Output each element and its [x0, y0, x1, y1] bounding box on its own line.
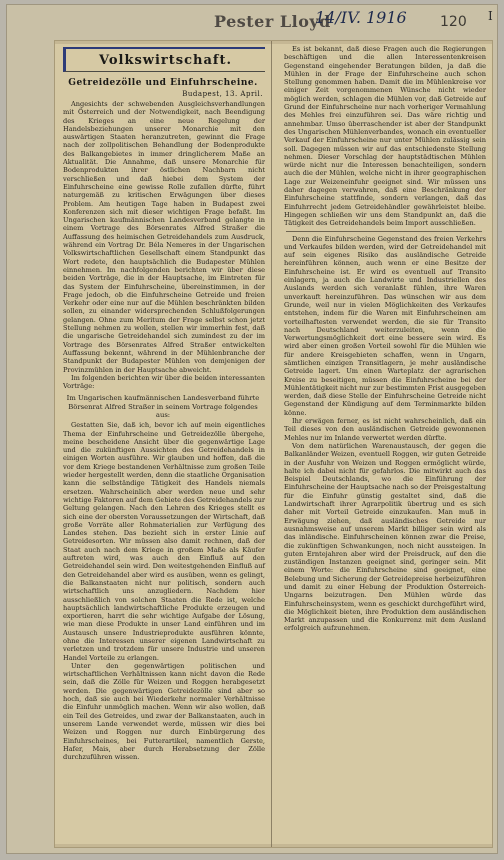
- left-column-text: [63, 100, 265, 390]
- right-column-text-2: [284, 235, 486, 633]
- left-column: [55, 41, 272, 847]
- paragraph: Es ist bekannt, daß diese Fragen auch die Regierungen beschäftigen und die allen Interessentenkreisen Gegenstand eingehender Beratungen bilden, ja daß die Mühlen in der Frage der Einfuhrscheine auch schon Stellung genommen haben. Damit die im Mühlenkreise vor einiger Zeit vorgenommenen Wünsche nicht wieder möglich werden, schlagen die Mühlen vor, daß Getreide auf Grund der Einfuhrscheine nur nach vorheriger Vermahlung des Mehles frei einzuführen sei. Das wäre richtig und annehmbar. Umso überraschender ist aber der Standpunkt des Ungarischen Mühlenverbandes, wonach ein eventueller Verkauf der Einfuhrscheine nur unter Mühlen zulässig sein soll. Dagegen müssen wir auf das entschiedenste Stellung nehmen. Dieser Vorschlag der hauptstädtischen Mühlen würde nicht nur die Interessen benachteiligen, sondern auch die der Mühlen, welche nicht in ihrer geographischen Lage zur Weizeneinfuhr geeignet sind. Wir müssen uns daher dagegen verwahren, daß eine Beschränkung der Einfuhrscheine stattfinde, sondern verlangen, daß das Einfuhrrecht jedem Getreidehändler gewährleistet bleibe. Hingegen schließen wir uns dem Standpunkt an, daß die Tätigkeit des Getreidehandels beim Import ausschließen.: [284, 45, 486, 228]
- archive-sheet: [6, 4, 498, 854]
- paragraph: Unter den gegenwärtigen politischen und wirtschaftlichen Verhältnissen kann nicht davon die Rede sein, daß die Zölle für Weizen und Roggen herabgesetzt werden. Die gegenwärtigen Getreidezölle sind aber so hoch, daß sie auch bei Wiederkehr normaler Verhältnisse die Einfuhr unmöglich machen. Wenn wir also wollen, daß ein Teil des Getreides, und zwar der Balkanstaaten, auch in unserem Lande verwendet werde, müssen wir dies bei Weizen und Roggen nur durch Einbürgerung des Einfuhrscheines, bei Futterartikel, namentlich Gerste, Hafer, Mais, aber durch Herabsetzung der Zölle durchzuführen wissen.: [63, 661, 265, 762]
- divider: [286, 231, 482, 232]
- paragraph: Angesichts der schwebenden Ausgleichsverhandlungen mit Österreich und der Notwendigkeit, nach Beendigung des Krieges an eine neue Regelung der Handelsbeziehungen unserer Monarchie mit den auswärtigen Staaten heranzutreten, gewinnt die Frage nach der zollpolitischen Behandlung der Bodenprodukte des Balkangebietes in immer dringlicherem Maße an Aktualität. Die Annahme, daß unsere Monarchie für Bodenprodukten ihrer östlichen Nachbarn nicht verschließen und daß hiebei dem System der Einfuhrscheine eine gewisse Rolle zufallen dürfte, führt naturgemäß zu kritischen Erwägungen über dieses Problem. Am heutigen Tage haben in Budapest zwei Konferenzen sich mit dieser wichtigen Frage befaßt. Im Ungarischen kaufmännischen Landesverband gelangte in einem Vortrage des Börsenrates Alfred Straßer die Auffassung des heimischen Getreidehandels zum Ausdruck, während ein Vortrag Dr. Béla Nemeres in der Ungarischen Volkswirtschaftlichen Gesellschaft einem Standpunkt das Wort redete, den hauptsächlich die Budapester Mühlen einnehmen. Im nachfolgenden berichten wir über diese beiden Vorträge, die in der Hauptsache, im Eintreten für das System der Einfuhrscheine, übereinstimmen, in der Frage jedoch, ob die Einfuhrscheine Getreide und freien Verkehr oder eine nur auf die Mühlen beschränkten bilden sollen, zu einander widersprechenden Schlußfolgerungen gelangen. Ohne zum Meritum der Frage selbst schon jetzt Stellung nehmen zu wollen, stellen wir immerhin fest, daß die ungarische Getreidehandel sich zumindest zu der im Vortrage des Börsenrates Alfred Straßer entwickelten Auffassung bekennt, während in der Mühlenbranche der Standpunkt der Budapester Mühlen von demjenigen der Provinzmühlen in der Hauptsache abweicht.: [63, 100, 265, 374]
- right-column: [276, 41, 492, 847]
- paragraph: Gestatten Sie, daß ich, bevor ich auf mein eigentliches Thema der Einfuhrscheine und Getreidezölle übergehe, meine bescheidene Ansicht über die gegenwärtige Lage und die zukünftigen Aussichten des Getreidehandels in einigen Worten ausführe. Wir glauben und hoffen, daß die vor dem Kriege bestandenen Verhältnisse zum großen Teile wieder hergestellt werden, denn die staatliche Organisation kann die selbständige Tätigkeit des Handels niemals ersetzen. Wahrscheinlich aber werden neue und sehr wichtige Faktoren auf dem Gebiete des Getreidehandels zur Geltung gelangen. Nach den Lehren des Krieges stellt es sich eine der obersten Voraussetzungen der Wirtschaft, daß große Vorräte aller Rohmaterialien zur Verfügung des Landes stehen. Das bezieht sich in erster Linie auf Getreidesorten. Wir müssen also damit rechnen, daß der Staat auch nach dem Kriege in großem Maße als Käufer auftreten wird, was auch den Einfluß auf den Getreidehandel sein wird. Den weitestgehenden Einfluß auf den Getreidehandel aber wird es ausüben, wenn es gelingt, die Balkanstaaten nicht nur politisch, sondern auch wirtschaftlich uns anzugliedern. Nachdem hier ausschließlich von solchen Staaten die Rede ist, welche hauptsächlich landwirtschaftliche Produkte erzeugen und exportieren, harrt die sehr wichtige Aufgabe der Lösung, wie man diese Produkte in unser Land einführen und im Austausch unsere Industrieprodukte ausführen könnte, ohne die Interessen unserer eigenen Landwirtschaft zu verletzen und trotzdem für unsere Industrie und unseren Handel Vorteile zu erlangen.: [63, 421, 265, 662]
- clipping-edge-bottom: [55, 844, 492, 847]
- masthead: [202, 6, 502, 36]
- corner-mark: I: [488, 9, 493, 23]
- right-column-text: [284, 45, 486, 228]
- paragraph: Denn die Einfuhrscheine Gegenstand des freien Verkehrs und Verkaufes bilden werden, wird der Getreidehandel mit auf sein eigenes Risiko das ausländische Getreide hereinführen können, auch wenn er eine Besitze der Einfuhrscheine ist. Er wird es eventuell auf Transito einlagern, ja auch die Landwirte und Industriellen des Auslands werden sich veranlaßt fühlen, ihre Waren unverkauft hereinzuführen. Das wünschen wir aus dem Grunde, weil nur in vielen Möglichkeiten des Verkaufes entstehen, indem für die Waren mit Einfuhrscheinen am vorteilhaftesten verwendet werden, die sie für Transito nach Deutschland weiterzuleiten, wenn die Verwertungsmöglichkeit dort eine bessere sein wird. Es wird aber einen großen Vorteil sowohl für die Mühlen wie für andere Kreisgebieten schaffen, wenn in Ungarn, sämtlichen einzigen Transitlagern, je mehr ausländische Getreide lagert. Um einen Warteplatz der agrarischen Kreise zu beseitigen, müssen die Einfuhrscheine bei der Mühlentätigkeit nicht nur zur bestimmten Frist ausgegeben werden, daß diese Stelle der Einfuhrscheine Getreide nicht Gegenstand der Kündigung auf dem Terminmarkte bilden könne.: [284, 234, 486, 417]
- paragraph: Ihr erwägen ferner, es ist nicht wahrscheinlich, daß ein Teil dieses von den ausländischen Getreide gewonnenen Mehles nur im Inlande verwertet werden dürfte.: [284, 417, 486, 442]
- left-column-text-2: [63, 421, 265, 761]
- handwritten-date: 14/IV. 1916: [315, 8, 407, 27]
- paragraph: Im folgenden berichten wir über die beiden interessanten Vorträge:: [63, 373, 265, 391]
- clipping-edge-top: [55, 41, 492, 44]
- section-title: Volkswirtschaft.: [98, 53, 233, 68]
- article-title: Getreidezölle und Einfuhrscheine.: [68, 78, 258, 88]
- sub-heading: Im Ungarischen kaufmännischen Landesverband führte Börsenrat Alfred Straßer in seinem Vortrage folgendes aus:: [66, 394, 260, 419]
- newspaper-clipping: [54, 40, 493, 848]
- publication-name: Pester Lloyd: [214, 12, 331, 31]
- section-heading-box: [63, 47, 265, 72]
- dateline: Budapest, 13. April.: [182, 90, 263, 98]
- paragraph: Von dem natürlichen Warenaustausch, der gegen die Balkanländer Weizen, eventuell Roggen, wir guten Getreide in der Ausfuhr von Weizen und Roggen ermöglicht würde, halte ich dabei nicht für gefahrlos. Die mitwirkt auch das Beispiel Deutschlands, wo die Einführung der Einfuhrscheine der Hauptsache nach so der Preisgestaltung für die Einfuhr günstig gestaltet sind, daß die Landwirtschaft ihrer Agrarpolitik übertrug und es sich daher mit Vorteil Getreide einzukaufen. Man muß in Erwägung ziehen, daß ausländisches Getreide nur ausnahmsweise auf unserem Markt billiger sein wird als das inländische. Einfuhrscheinen können zwar die Preise, die zukünftigen Schwankungen, noch nicht aussteigen. In guten Erntejahren aber wird der Preisdruck, auf den die zuständigen Instanzen geeignet sind, geringer sein. Mit einem Worte: die Einfuhrscheine sind geeignet, eine Belebung und Sicherung der Getreidepreise herbeizuführen und damit zu einer Hebung der Produktion Österreich-Ungarns beizutragen. Den Mühlen würde das Einfuhrscheinsystem, wenn es geschickt durchgeführt wird, die Möglichkeit bieten, ihre Produktion dem ausländischen Markt anzupassen und die Konkurrenz mit dem Ausland erfolgreich aufzunehmen.: [284, 441, 486, 633]
- archive-number: 120: [440, 14, 467, 30]
